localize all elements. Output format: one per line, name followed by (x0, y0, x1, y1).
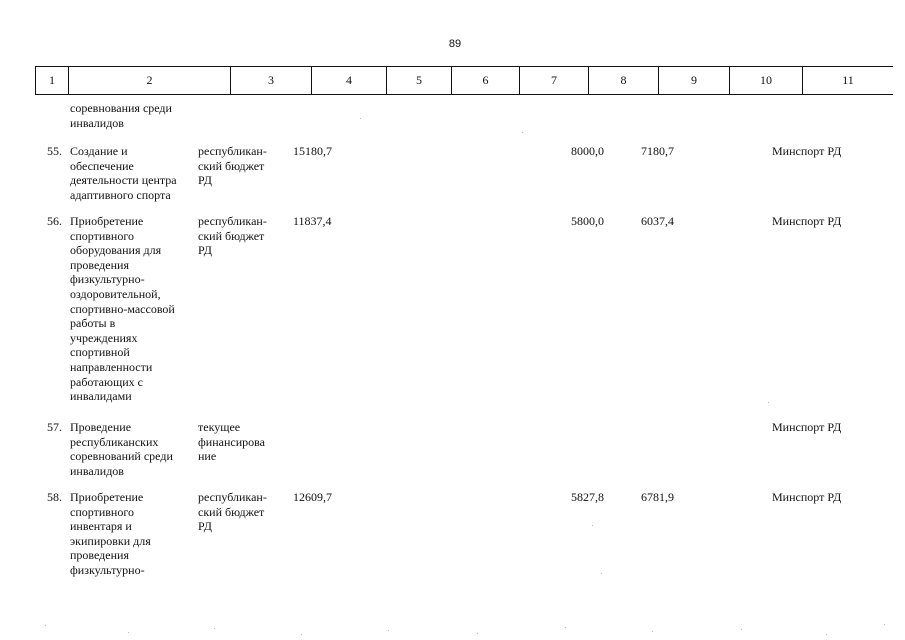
column-header-10: 10 (729, 67, 802, 94)
row-number: 58. (47, 490, 62, 504)
row-funding-source: текущее финансирова ние (198, 420, 265, 464)
row-col8: 5827,8 (571, 490, 604, 504)
column-header-7: 7 (519, 67, 588, 94)
row-name: Проведение республиканских соревнований среди инвалидов (70, 420, 173, 478)
column-header-6: 6 (451, 67, 519, 94)
row-funding-source: республикан- ский бюджет РД (198, 144, 267, 188)
row-number: 56. (47, 214, 62, 228)
column-header-3: 3 (230, 67, 311, 94)
column-header-8: 8 (588, 67, 658, 94)
column-header-2: 2 (68, 67, 230, 94)
row-col9: 6037,4 (641, 214, 674, 228)
column-header-11: 11 (802, 67, 893, 94)
row-executor: Минспорт РД (772, 214, 842, 228)
row-number: 57. (47, 420, 62, 434)
row-col8: 8000,0 (571, 144, 604, 158)
table-header (35, 66, 893, 95)
row-col9: 7180,7 (641, 144, 674, 158)
row-name: Создание и обеспечение деятельности центра адаптивного спорта (70, 144, 177, 202)
row-executor: Минспорт РД (772, 420, 842, 434)
row-total: 15180,7 (293, 144, 332, 158)
row-col9: 6781,9 (641, 490, 674, 504)
row-executor: Минспорт РД (772, 490, 842, 504)
continued-row-text: соревнования среди инвалидов (70, 101, 172, 130)
row-funding-source: республикан- ский бюджет РД (198, 214, 267, 258)
row-col8: 5800,0 (571, 214, 604, 228)
row-total: 11837,4 (293, 214, 332, 228)
column-header-5: 5 (386, 67, 451, 94)
column-header-9: 9 (658, 67, 729, 94)
row-number: 55. (47, 144, 62, 158)
row-total: 12609,7 (293, 490, 332, 504)
page-number: 89 (448, 38, 462, 50)
column-header-1: 1 (35, 67, 68, 94)
row-name: Приобретение спортивного инвентаря и экипировки для проведения физкультурно- (70, 490, 151, 577)
row-executor: Минспорт РД (772, 144, 842, 158)
row-name: Приобретение спортивного оборудования для проведения физкультурно- оздоровительной, спортивно-массовой работы в учреждениях спортивной направленности работающих с инвалидами (70, 214, 175, 404)
column-header-4: 4 (311, 67, 386, 94)
row-funding-source: республикан- ский бюджет РД (198, 490, 267, 534)
